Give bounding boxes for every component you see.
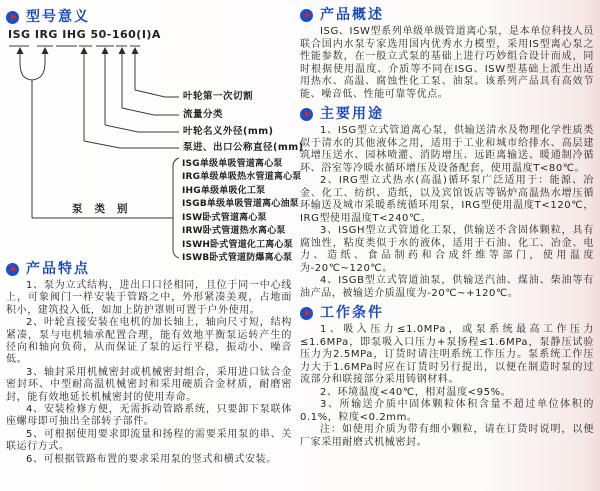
use-paragraph: 2、IRG型立式热水(高温)循环泵广泛适用于：能源、冶金、化工、纺织、造纸，以及宾馆饭店等锅炉高温热水增压循环输送及城市采暖系统循环用泵，IRG型使用温度T<120℃，IRG型使用温度T<240℃。 (300, 175, 594, 224)
label-pump-category: 泵类别 (72, 203, 140, 215)
model-code: ISG IRG IHG 50-160(Ⅰ)A (8, 28, 161, 41)
section-title: 主要用途 (320, 106, 384, 122)
feature-paragraph: 1、泵为立式结构，进出口口径相同，且位于同一中心线上，可象阀门一样安装于管路之中，外形紧凑美观，占地面积小，建筑投入低，如加上防护罩则可置于户外使用。 (6, 280, 292, 316)
section-header-features (6, 262, 292, 276)
pump-type-item: IRW卧式管道热水离心泵 (182, 226, 286, 236)
right-column (300, 8, 594, 449)
model-designation-diagram (6, 28, 304, 263)
section-title: 产品特点 (26, 261, 90, 277)
play-bullet-icon (300, 307, 313, 320)
section-title: 型号意义 (26, 9, 90, 25)
feature-paragraph: 3、轴封采用机械密封或机械密封组合，采用进口钛合金密封环、中型耐高温机械密封和采用硬质合金材质，耐磨密封，能有效地延长机械密封的使用寿命。 (6, 366, 292, 403)
play-bullet-icon (6, 263, 19, 276)
pump-type-item: ISWH卧式管道化工离心泵 (182, 240, 293, 250)
section-header-overview (300, 8, 594, 22)
section-header-conditions (300, 306, 594, 320)
play-bullet-icon (6, 11, 19, 24)
left-column (6, 9, 304, 466)
condition-paragraph: 2、环境温度<40℃，相对温度<95%。 (320, 386, 512, 398)
condition-note: 注：如使用介质为带有细小颗粒，请在订货时说明，以便厂家采用耐磨式机械密封。 (300, 424, 594, 448)
label-impeller-od: 叶轮名义外径(mm) (183, 126, 274, 137)
section-title: 工作条件 (320, 305, 384, 321)
feature-paragraph: 5、可根据使用要求即流量和扬程的需要采用泵的串、关联运行方式。 (6, 428, 292, 453)
section-title: 产品概述 (320, 7, 384, 23)
use-paragraph: 4、ISGB型立式管道油泵，供输送汽油、煤油、柴油等有油产品，被输送介质温度为-20℃~+120℃。 (300, 275, 594, 299)
pump-type-item: IRG单级单吸热水管道离心泵 (182, 172, 302, 182)
pump-type-item: IHG单级单吸化工泵 (182, 186, 266, 196)
feature-paragraph: 4、安装检修方便，无需拆动管路系统，只要卸下泵联体座螺母即可抽出全部转子部件。 (6, 404, 292, 428)
label-impeller-cut: 叶轮第一次切割 (183, 91, 254, 102)
pump-type-item: ISWB卧式管道防爆离心泵 (182, 253, 293, 263)
pump-type-item: ISG单级单吸管道离心泵 (182, 159, 283, 169)
label-port-diameter: 泵进、出口公称直径(mm) (183, 142, 304, 153)
condition-paragraph: 1、吸入压力≤1.0MPa，或泵系统最高工作压力≤1.6MPa，即泵吸入口压力+泵扬程≤1.6MPa，泵静压试验压力为2.5MPa，订货时请注明系统工作压力。泵系统工作压力大于1.6MPa时应在订货时另行提出，以便在制造时泵的过流部分和联接部分采用铸钢材料。 (300, 324, 594, 385)
section-header-model (6, 10, 292, 24)
play-bullet-icon (300, 108, 313, 121)
section-header-uses (300, 107, 594, 121)
pump-type-item: ISGB单级单吸管道离心油泵 (182, 199, 299, 209)
use-paragraph: 3、ISGH型立式管道化工泵，供输送不含固体颗粒，具有腐蚀性，粘度类似于水的液体，适用于石油、化工、冶金、电力、造纸、食品制药和合成纤维等部门，使用温度为-20℃~120℃。 (300, 225, 594, 274)
condition-paragraph: 3、所输送介质中固体颗粒体积含量不超过单位体积的0.1%，粒度<0.2mm。 (300, 399, 594, 423)
play-bullet-icon (300, 9, 313, 22)
overview-paragraph: ISG、ISW型系列单级单级管道离心泵，是本单位科技人员联合国内水泵专家选用国内优秀水力模型，采用IS型离心泵之性能参数，在一般立式泵的基础上进行巧妙组合设计而成，同时根据使用温度、介质等不同在ISG、ISW型基础上派生出适用热水、高温、腐蚀性化工泵、油泵。该系列产品具有高效节能、噪音低、性能可靠等优点。 (300, 26, 594, 100)
use-paragraph: 1、ISG型立式管道离心泵，供输送清水及物理化学性质类似于清水的其他液体之用，适用于工业和城市给排水、高层建筑增压送水、园林喷灌、消防增压、远距离输送、暖通制冷循环、浴室等冷暖水循环增压及设备配套，使用温度T<80℃。 (300, 125, 594, 174)
feature-paragraph: 2、叶轮直接安装在电机的加长轴上，轴向尺寸短，结构紧凑，泵与电机轴承配置合理，能有效地平衡泵运转产生的径向和轴向负荷，从而保证了泵的运行平稳，振动小、噪音低。 (6, 317, 292, 366)
feature-paragraph: 6、可根据管路布置的要求采用泵的竖式和横式安装。 (26, 453, 277, 465)
label-flow-class: 流量分类 (183, 109, 224, 120)
pump-type-item: ISW卧式管道离心泵 (182, 213, 267, 223)
